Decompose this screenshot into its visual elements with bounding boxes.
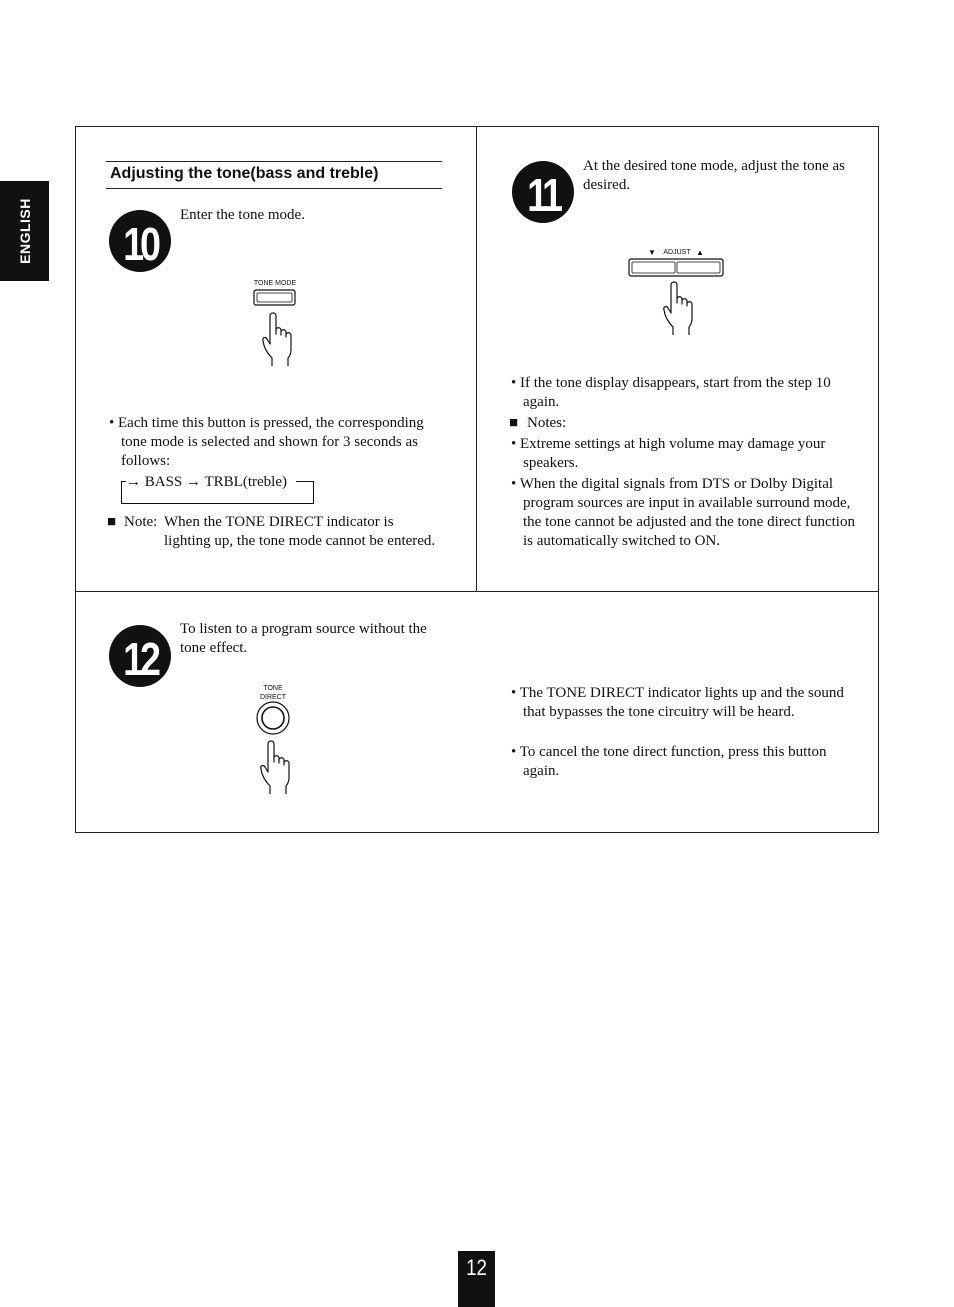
step-12-bullet-1: • The TONE DIRECT indicator lights up and the sound that bypasses the tone circuitry will be heard. xyxy=(511,685,844,720)
step-12-bullet-2: • To cancel the tone direct function, press this button again. xyxy=(511,744,827,779)
adjust-button-illustration xyxy=(626,257,726,337)
step-11-bullet-1: • If the tone display disappears, start from the step 10 again. xyxy=(511,375,831,410)
tone-direct-button-illustration xyxy=(250,700,300,796)
step-11-number: 11 xyxy=(527,169,559,221)
step-10-number: 10 xyxy=(123,218,157,270)
adjust-label: ADJUST xyxy=(663,249,691,256)
section-heading xyxy=(106,161,442,189)
page-number: 12 xyxy=(466,1255,487,1280)
step-11-instruction: At the desired tone mode, adjust the tone as desired. xyxy=(583,158,846,193)
note-text xyxy=(164,513,442,551)
adjust-up-arrow-icon: ▲ xyxy=(696,248,704,257)
tone-mode-label: TONE MODE xyxy=(253,280,297,287)
note-label: Note: xyxy=(124,514,158,530)
step-12-number: 12 xyxy=(123,633,157,685)
notes-label: Notes: xyxy=(527,415,567,431)
step-10-badge xyxy=(109,210,171,272)
step-11-badge xyxy=(512,161,574,223)
tone-cycle-top-right xyxy=(296,481,314,482)
tone-mode-button-illustration xyxy=(250,288,300,368)
pointing-hand-icon xyxy=(664,282,692,335)
language-tab xyxy=(0,181,49,281)
step-12-instruction: To listen to a program source without the tone effect. xyxy=(180,621,427,656)
tone-direct-label-line2: DIRECT xyxy=(259,694,287,701)
page-number-tab xyxy=(458,1251,495,1307)
section-title: Adjusting the tone(bass and treble) xyxy=(110,165,379,182)
note-text-content: When the TONE DIRECT indicator is lighting up, the tone mode cannot be entered. xyxy=(164,514,436,549)
tone-mode-button xyxy=(254,290,295,305)
horizontal-divider xyxy=(75,591,879,592)
pointing-hand-icon xyxy=(263,313,291,366)
step-12-badge xyxy=(109,625,171,687)
vertical-divider xyxy=(476,126,477,592)
adjust-button xyxy=(629,259,723,276)
pointing-hand-icon xyxy=(261,741,289,794)
adjust-down-arrow-icon: ▼ xyxy=(648,248,656,257)
tone-cycle-text: → BASS → TRBL(treble) xyxy=(126,473,290,492)
notes-mark: ■ xyxy=(509,415,519,431)
step-11-bullet-3: • When the digital signals from DTS or Dolby Digital program sources are input in available surround mode, the tone cannot be adjusted and the tone direct function is automatically switched to ON. xyxy=(511,476,855,549)
step-10-instruction: Enter the tone mode. xyxy=(180,207,305,223)
language-label: ENGLISH xyxy=(16,198,33,264)
round-button-icon xyxy=(257,702,289,734)
note-mark: ■ xyxy=(107,514,117,530)
step-10-bullet: • Each time this button is pressed, the corresponding tone mode is selected and shown for 3 seconds as follows: xyxy=(109,415,424,469)
step-11-bullet-2: • Extreme settings at high volume may damage your speakers. xyxy=(511,436,826,471)
tone-direct-label-line1: TONE xyxy=(263,685,283,692)
